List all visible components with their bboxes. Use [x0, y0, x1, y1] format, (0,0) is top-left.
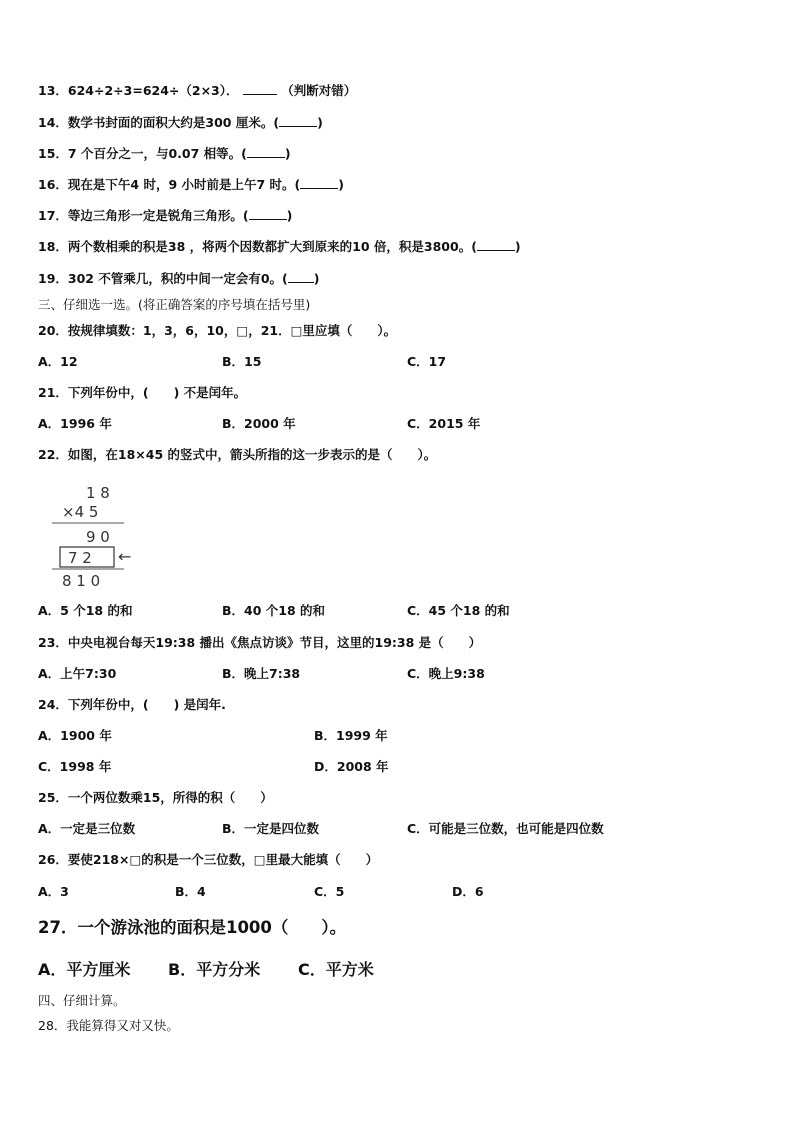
question-23: 23．中央电视台每天19:38 播出《焦点访谈》节目，这里的19:38 是（ ） — [38, 635, 482, 650]
option-a[interactable]: A．上午7:30 — [38, 666, 117, 681]
option-a[interactable]: A．平方厘米 — [38, 960, 131, 979]
vertical-multiplication-figure — [48, 480, 148, 590]
answer-blank[interactable] — [279, 115, 317, 127]
option-b[interactable]: B．1999 年 — [314, 728, 388, 743]
question-24: 24．下列年份中，( ) 是闰年. — [38, 697, 226, 712]
option-b[interactable]: B．4 — [175, 884, 206, 899]
option-c[interactable]: C．平方米 — [298, 960, 374, 979]
option-b[interactable]: B．晚上7:38 — [222, 666, 301, 681]
question-26: 26．要使218×□的积是一个三位数，□里最大能填（ ） — [38, 852, 379, 867]
option-a[interactable]: A．1996 年 — [38, 416, 112, 431]
option-c[interactable]: C．17 — [407, 354, 447, 369]
section-heading-4: 四、仔细计算。 — [38, 993, 126, 1008]
calc-row-product: 8 1 0 — [62, 572, 101, 590]
answer-blank[interactable] — [288, 271, 314, 283]
question-19: 19．302 不管乘几，积的中间一定会有0。( ) — [38, 271, 320, 286]
option-c[interactable]: C．1998 年 — [38, 759, 112, 774]
option-b[interactable]: B．平方分米 — [168, 960, 261, 979]
option-b[interactable]: B．2000 年 — [222, 416, 296, 431]
arrow-left-icon: ← — [118, 547, 132, 566]
calc-row-multiplicand: 1 8 — [86, 484, 110, 502]
question-21: 21．下列年份中，( ) 不是闰年。 — [38, 385, 247, 400]
question-17: 17．等边三角形一定是锐角三角形。( ) — [38, 208, 293, 223]
answer-blank[interactable] — [477, 239, 515, 251]
option-c[interactable]: C．5 — [314, 884, 345, 899]
question-16: 16．现在是下午4 时，9 小时前是上午7 时。( ) — [38, 177, 344, 192]
option-c[interactable]: C．可能是三位数，也可能是四位数 — [407, 821, 604, 836]
answer-blank[interactable] — [247, 146, 285, 158]
option-d[interactable]: D．2008 年 — [314, 759, 389, 774]
question-18: 18．两个数相乘的积是38 ，将两个因数都扩大到原来的10 倍，积是3800。( ) — [38, 239, 521, 254]
option-c[interactable]: C．45 个18 的和 — [407, 603, 510, 618]
option-b[interactable]: B．一定是四位数 — [222, 821, 320, 836]
option-d[interactable]: D．6 — [452, 884, 484, 899]
question-22: 22．如图，在18×45 的竖式中，箭头所指的这一步表示的是（ ）。 — [38, 447, 437, 462]
calc-row-partial-2: 7 2 — [68, 549, 92, 567]
option-a[interactable]: A．12 — [38, 354, 78, 369]
calc-row-multiplier: ×4 5 — [62, 503, 99, 521]
option-a[interactable]: A．1900 年 — [38, 728, 112, 743]
question-14: 14．数学书封面的面积大约是300 厘米。( ) — [38, 115, 323, 130]
option-a[interactable]: A．5 个18 的和 — [38, 603, 133, 618]
question-13: 13．624÷2÷3=624÷（2×3）． （判断对错） — [38, 83, 357, 98]
question-15: 15．7 个百分之一，与0.07 相等。( ) — [38, 146, 291, 161]
answer-blank[interactable] — [300, 177, 338, 189]
option-a[interactable]: A．3 — [38, 884, 69, 899]
answer-blank[interactable] — [249, 208, 287, 220]
option-b[interactable]: B．15 — [222, 354, 262, 369]
question-20: 20．按规律填数：1，3，6，10，□，21．□里应填（ ）。 — [38, 323, 397, 338]
option-c[interactable]: C．2015 年 — [407, 416, 481, 431]
option-c[interactable]: C．晚上9:38 — [407, 666, 485, 681]
calc-row-partial-1: 9 0 — [86, 528, 110, 546]
question-28: 28．我能算得又对又快。 — [38, 1018, 179, 1033]
question-27: 27．一个游泳池的面积是1000（ ）。 — [38, 918, 347, 937]
option-b[interactable]: B．40 个18 的和 — [222, 603, 326, 618]
question-25: 25．一个两位数乘15，所得的积（ ） — [38, 790, 273, 805]
option-a[interactable]: A．一定是三位数 — [38, 821, 136, 836]
section-heading-3: 三、仔细选一选。(将正确答案的序号填在括号里) — [38, 297, 311, 312]
answer-blank[interactable] — [243, 83, 277, 95]
